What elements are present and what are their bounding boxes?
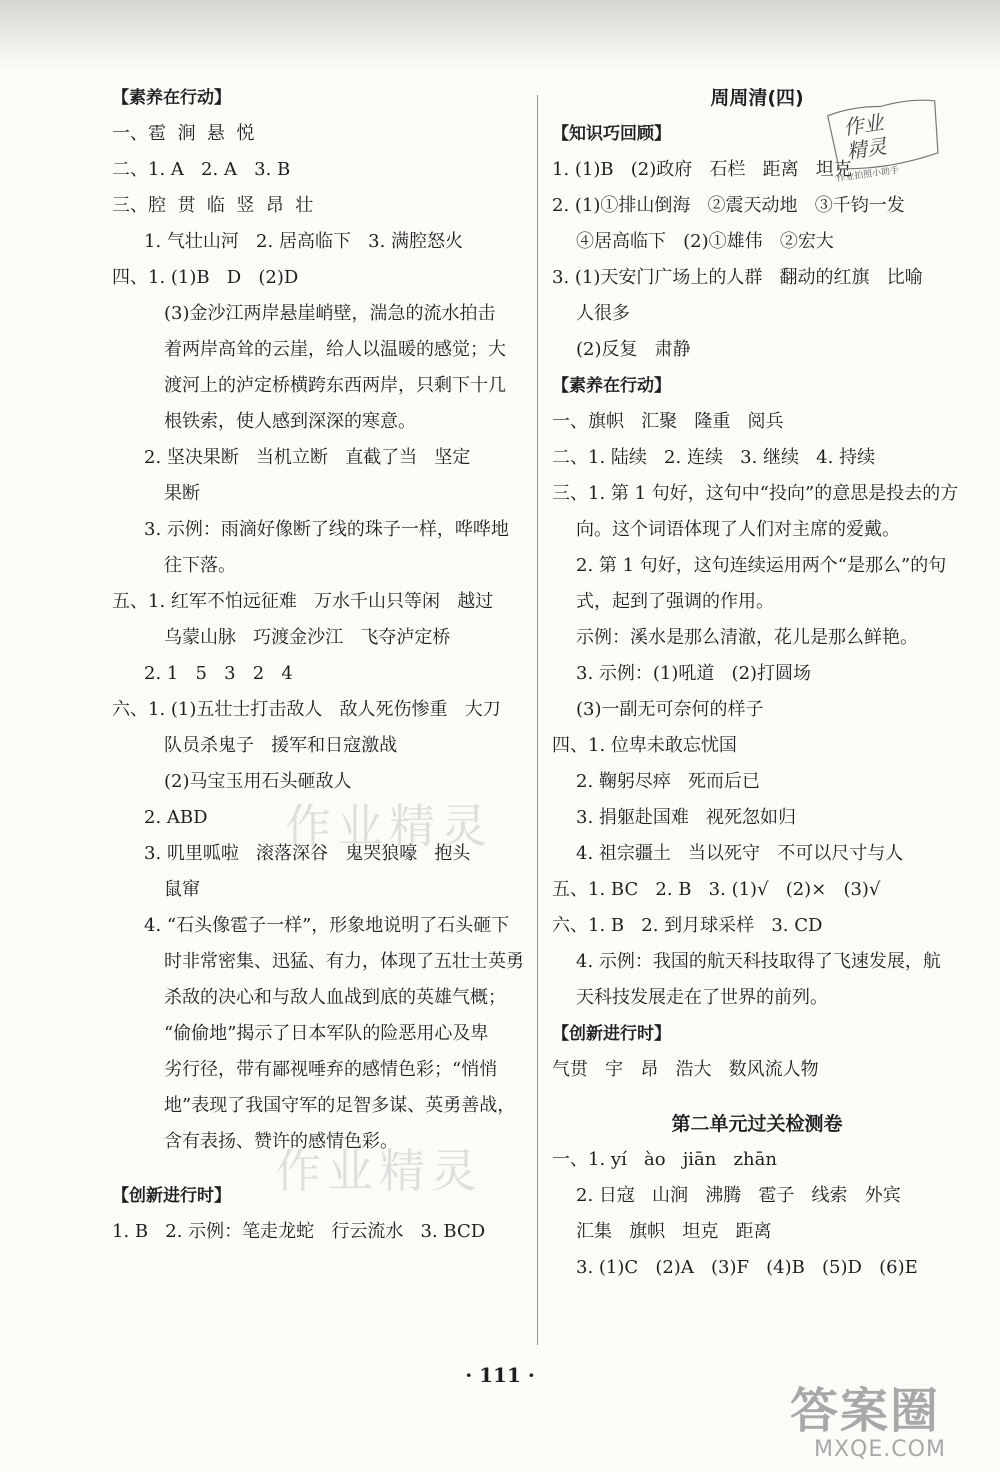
answer-line: 着两岸高耸的云崖，给人以温暖的感觉；大	[164, 339, 506, 360]
answer-line: 往下落。	[164, 555, 236, 576]
answer-line: 队员杀鬼子 援军和日寇激战	[164, 735, 398, 756]
stamp-logo	[821, 92, 952, 193]
answer-line: 时非常密集、迅猛、有力，体现了五壮士英勇	[164, 951, 524, 972]
answer-line: 1. (1)B (2)政府 石栏 距离 坦克	[552, 159, 852, 180]
answer-line: 汇集 旗帜 坦克 距离	[576, 1221, 772, 1242]
answer-line: 根铁索，使人感到深深的寒意。	[164, 411, 416, 432]
answer-line: ④居高临下 (2)①雄伟 ②宏大	[576, 231, 834, 252]
answer-line: 2. 1 5 3 2 4	[144, 663, 293, 684]
answer-line: 劣行径，带有鄙视唾弃的感情色彩；“悄悄	[164, 1059, 498, 1080]
answer-line: 四、1. (1)B D (2)D	[112, 267, 299, 288]
spacer	[552, 1088, 962, 1106]
answer-line: 向。这个词语体现了人们对主席的爱戴。	[576, 519, 900, 540]
page-number: · 111 ·	[465, 1363, 535, 1387]
watermark: 作业精灵	[275, 1144, 483, 1198]
logo-text: 答案圈	[790, 1383, 941, 1439]
answer-line: 3. (1)天安门广场上的人群 翻动的红旗 比喻	[552, 267, 923, 288]
answer-line: 4. “石头像雹子一样”，形象地说明了石头砸下	[144, 915, 510, 936]
answer-line: 二、1. A 2. A 3. B	[112, 159, 291, 180]
right-answer-column	[552, 80, 962, 1286]
answer-line: 气贯 宇 昂 浩大 数风流人物	[552, 1059, 819, 1080]
answer-line: “偷偷地”揭示了日本军队的险恶用心及卑	[164, 1023, 489, 1044]
stamp-subtext: 作业拍照小助手	[835, 165, 900, 185]
answer-line: 一、1. yí ào jiān zhān	[552, 1149, 777, 1170]
answer-line: (2)马宝玉用石头砸敌人	[164, 771, 352, 792]
column-divider	[537, 95, 538, 1345]
answer-line: 六、1. B 2. 到月球采样 3. CD	[552, 915, 823, 936]
site-logo	[790, 1385, 946, 1462]
answer-line: 地”表现了我国守军的足智多谋、英勇善战，	[164, 1095, 516, 1116]
scan-top-band	[0, 0, 1000, 70]
answer-line: 2. 第 1 句好，这句连续运用两个“是那么”的句	[576, 555, 947, 576]
section-heading: 【创新进行时】	[552, 1024, 671, 1044]
left-answer-column	[112, 80, 522, 1250]
answer-line: 4. 示例：我国的航天科技取得了飞速发展，航	[576, 951, 941, 972]
answer-line: 式，起到了强调的作用。	[576, 591, 774, 612]
section-title: 第二单元过关检测卷	[671, 1113, 843, 1135]
logo-url: MXQE.COM	[814, 1437, 946, 1462]
section-heading: 【创新进行时】	[112, 1186, 231, 1206]
answer-line: 五、1. 红军不怕远征难 万水千山只等闲 越过	[112, 591, 494, 612]
answer-line: 示例：溪水是那么清澈，花儿是那么鲜艳。	[576, 627, 918, 648]
answer-line: 一、雹 涧 悬 悦	[112, 123, 255, 144]
answer-line: (2)反复 肃静	[576, 339, 691, 360]
answer-line: 一、旗帜 汇聚 隆重 阅兵	[552, 411, 784, 432]
answer-line: 人很多	[576, 303, 630, 324]
answer-line: 3. 示例：雨滴好像断了线的珠子一样，哗哗地	[144, 519, 509, 540]
answer-line: 3. 叽里呱啦 滚落深谷 鬼哭狼嚎 抱头	[144, 843, 471, 864]
answer-line: 果断	[164, 483, 200, 504]
answer-line: 四、1. 位卑未敢忘忧国	[552, 735, 737, 756]
section-heading: 【知识巧回顾】	[552, 124, 671, 144]
section-heading: 【素养在行动】	[552, 376, 671, 396]
answer-line: 乌蒙山脉 巧渡金沙江 飞夺泸定桥	[164, 627, 451, 648]
answer-line: 三、1. 第 1 句好，这句中“投向”的意思是投去的方	[552, 483, 959, 504]
answer-line: 3. 捐躯赴国难 视死忽如归	[576, 807, 797, 828]
answer-line: 3. 示例：(1)吼道 (2)打圆场	[576, 663, 812, 684]
answer-line: (3)金沙江两岸悬崖峭壁，湍急的流水拍击	[164, 303, 496, 324]
answer-line: 2. 坚决果断 当机立断 直截了当 坚定	[144, 447, 471, 468]
watermark: 作业精灵	[285, 799, 493, 853]
answer-line: 含有表扬、赞许的感情色彩。	[164, 1131, 398, 1152]
answer-line: 2. ABD	[144, 807, 208, 828]
section-title: 周周清(四)	[710, 87, 804, 109]
answer-line: 天科技发展走在了世界的前列。	[576, 987, 828, 1008]
answer-line: 1. 气壮山河 2. 居高临下 3. 满腔怒火	[144, 231, 464, 252]
answer-line: 鼠窜	[164, 879, 200, 900]
answer-line: 杀敌的决心和与敌人血战到底的英雄气概；	[164, 987, 506, 1008]
answer-line: 渡河上的泸定桥横跨东西两岸，只剩下十几	[164, 375, 506, 396]
answer-line: 4. 祖宗疆土 当以死守 不可以尺寸与人	[576, 843, 904, 864]
answer-line: 三、腔 贯 临 竖 昂 壮	[112, 195, 314, 216]
answer-line: 二、1. 陆续 2. 连续 3. 继续 4. 持续	[552, 447, 876, 468]
answer-line: 五、1. BC 2. B 3. (1)√ (2)× (3)√	[552, 879, 881, 900]
answer-line: 3. (1)C (2)A (3)F (4)B (5)D (6)E	[576, 1257, 918, 1278]
answer-line: 2. 鞠躬尽瘁 死而后已	[576, 771, 761, 792]
answer-line: 1. B 2. 示例：笔走龙蛇 行云流水 3. BCD	[112, 1221, 486, 1242]
answer-line: 2. (1)①排山倒海 ②震天动地 ③千钧一发	[552, 195, 905, 216]
answer-line: (3)一副无可奈何的样子	[576, 699, 764, 720]
stamp-text: 作业 精灵	[841, 110, 889, 164]
answer-line: 2. 日寇 山涧 沸腾 雹子 线索 外宾	[576, 1185, 901, 1206]
answer-line: 六、1. (1)五壮士打击敌人 敌人死伤惨重 大刀	[112, 699, 501, 720]
section-heading: 【素养在行动】	[112, 88, 231, 108]
